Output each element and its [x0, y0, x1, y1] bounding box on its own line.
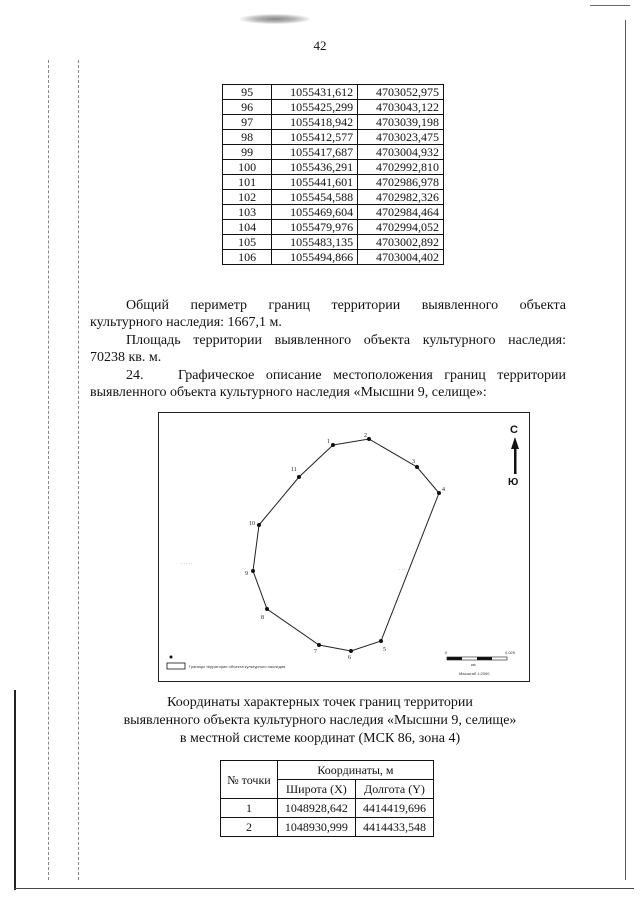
vertex-3: [415, 465, 419, 469]
point-number-cell: 98: [223, 130, 272, 145]
bottom-binding-bar: [14, 888, 634, 889]
vertex-label-8: 8: [261, 615, 264, 621]
x-coordinate-cell: 1055479,976: [272, 220, 358, 235]
table-row: [223, 145, 444, 160]
table-row: [223, 250, 444, 265]
x-coordinate-cell: 1055454,588: [272, 190, 358, 205]
compass-south-label: Ю: [508, 477, 519, 488]
table-row: [223, 100, 444, 115]
vertex-1: [331, 443, 335, 447]
compass: [508, 424, 519, 488]
y-coordinate-cell: 4702994,052: [358, 220, 444, 235]
vertex-label-10: 10: [249, 521, 255, 527]
vertex-label-6: 6: [348, 655, 351, 661]
y-coordinate-cell: 4703039,198: [358, 115, 444, 130]
scale-ratio: Масштаб 1:2000: [459, 671, 490, 676]
y-coordinate-cell: 4414433,548: [355, 818, 433, 837]
x-coordinate-cell: 1055412,577: [272, 130, 358, 145]
y-coordinate-cell: 4703052,975: [358, 85, 444, 100]
top-coordinates-table: [222, 84, 444, 265]
boundary-map: [158, 412, 530, 682]
y-coordinate-cell: 4703004,402: [358, 250, 444, 265]
y-coordinate-cell: 4702982,326: [358, 190, 444, 205]
table-row: [223, 190, 444, 205]
item-number: 24.: [126, 368, 144, 383]
point-number-cell: 95: [223, 85, 272, 100]
x-coordinate-cell: 1055469,604: [272, 205, 358, 220]
perimeter-text-1: Общий периметр границ территории выявленного объекта: [126, 298, 566, 313]
vertex-6: [349, 649, 353, 653]
map-faint-text-right: · · ·: [399, 567, 406, 572]
table-row: [223, 115, 444, 130]
vertex-8: [265, 607, 269, 611]
point-number-cell: 97: [223, 115, 272, 130]
x-coordinate-cell: 1055436,291: [272, 160, 358, 175]
table-row: [223, 220, 444, 235]
x-coordinate-cell: 1055441,601: [272, 175, 358, 190]
x-coordinate-cell: 1048928,642: [277, 799, 355, 818]
boundary-vertices: [251, 437, 441, 653]
x-coordinate-cell: 1055425,299: [272, 100, 358, 115]
table-row: [223, 205, 444, 220]
scale-bar-seg-2: [477, 657, 492, 660]
item24-paragraph-line1: [90, 368, 566, 384]
item24-text-2: выявленного объекта культурного наследия «Мысшни 9, селище»:: [90, 385, 487, 400]
table-row: [221, 818, 434, 837]
north-arrow-icon: [511, 437, 519, 449]
vertex-4: [437, 491, 441, 495]
point-number-cell: 105: [223, 235, 272, 250]
vertex-7: [317, 643, 321, 647]
header-point-number: № точки: [221, 761, 278, 799]
y-coordinate-cell: 4702986,978: [358, 175, 444, 190]
point-number-cell: 101: [223, 175, 272, 190]
header-latitude: Широта (X): [277, 780, 355, 799]
point-number-cell: 2: [221, 818, 278, 837]
scale-left-label: 0: [445, 650, 448, 655]
bottom-coordinates-table: [220, 760, 434, 837]
vertex-label-11: 11: [291, 467, 297, 473]
x-coordinate-cell: 1055483,135: [272, 235, 358, 250]
point-number-cell: 99: [223, 145, 272, 160]
scale-bar-seg-1: [447, 657, 462, 660]
scale-unit: км: [471, 662, 476, 667]
scan-blot: [240, 14, 310, 24]
vertex-9: [251, 569, 255, 573]
map-faint-text-left: · · · · ·: [181, 561, 193, 566]
vertex-label-3: 3: [412, 459, 415, 465]
legend-text: Границы территории объекта культурного наследия: [189, 664, 286, 669]
scale-bar: [445, 650, 516, 676]
vertex-2: [367, 437, 371, 441]
compass-shaft: [514, 448, 517, 474]
vertex-5: [379, 639, 383, 643]
header-coordinates: Координаты, м: [277, 761, 433, 780]
legend-point-icon: [170, 656, 173, 659]
table-row: [223, 85, 444, 100]
right-edge-line: [625, 20, 626, 880]
perimeter-paragraph-line1: [90, 298, 566, 314]
map-svg: [159, 413, 529, 681]
page-number: 42: [313, 38, 327, 53]
point-number-cell: 102: [223, 190, 272, 205]
header-longitude: Долгота (Y): [355, 780, 433, 799]
top-right-line: [590, 5, 630, 6]
x-coordinate-cell: 1048930,999: [277, 818, 355, 837]
vertex-label-7: 7: [314, 649, 317, 655]
table-row: [223, 175, 444, 190]
x-coordinate-cell: 1055431,612: [272, 85, 358, 100]
scale-right-label: 0,025: [505, 650, 516, 655]
caption-line3: в местной системе координат (МСК 86, зона 4): [179, 731, 461, 746]
vertex-label-9: 9: [245, 571, 248, 577]
x-coordinate-cell: 1055418,942: [272, 115, 358, 130]
point-number-cell: 1: [221, 799, 278, 818]
y-coordinate-cell: 4703043,122: [358, 100, 444, 115]
x-coordinate-cell: 1055417,687: [272, 145, 358, 160]
area-text-1: Площадь территории выявленного объекта культурного наследия:: [126, 333, 566, 348]
vertex-label-5: 5: [383, 647, 386, 653]
table-row: [223, 130, 444, 145]
scan-dots-left: [48, 60, 49, 880]
vertex-11: [297, 475, 301, 479]
y-coordinate-cell: 4703002,892: [358, 235, 444, 250]
point-number-cell: 104: [223, 220, 272, 235]
table-row: [223, 160, 444, 175]
perimeter-text-2: культурного наследия: 1667,1 м.: [90, 315, 282, 330]
y-coordinate-cell: 4703004,932: [358, 145, 444, 160]
x-coordinate-cell: 1055494,866: [272, 250, 358, 265]
vertex-10: [257, 523, 261, 527]
y-coordinate-cell: 4414419,696: [355, 799, 433, 818]
point-number-cell: 100: [223, 160, 272, 175]
point-number-cell: 103: [223, 205, 272, 220]
caption-line1: Координаты характерных точек границ территории: [167, 695, 473, 710]
map-legend: [167, 656, 285, 670]
y-coordinate-cell: 4703023,475: [358, 130, 444, 145]
vertex-label-4: 4: [442, 487, 445, 493]
caption-line2: выявленного объекта культурного наследия «Мысшни 9, селище»: [123, 713, 517, 728]
vertex-label-2: 2: [364, 433, 367, 439]
table-row: [223, 235, 444, 250]
area-paragraph-line1: [90, 333, 566, 349]
item24-text-1: Графическое описание местоположения границ территории: [178, 368, 566, 383]
table-row: [221, 799, 434, 818]
point-number-cell: 106: [223, 250, 272, 265]
y-coordinate-cell: 4702992,810: [358, 160, 444, 175]
compass-north-label: С: [510, 424, 518, 436]
y-coordinate-cell: 4702984,464: [358, 205, 444, 220]
scan-dots-left-2: [78, 60, 79, 880]
point-number-cell: 96: [223, 100, 272, 115]
legend-boundary-swatch: [167, 663, 185, 669]
area-text-2: 70238 кв. м.: [90, 350, 162, 365]
vertex-label-1: 1: [327, 439, 330, 445]
boundary-polygon: [253, 439, 439, 651]
